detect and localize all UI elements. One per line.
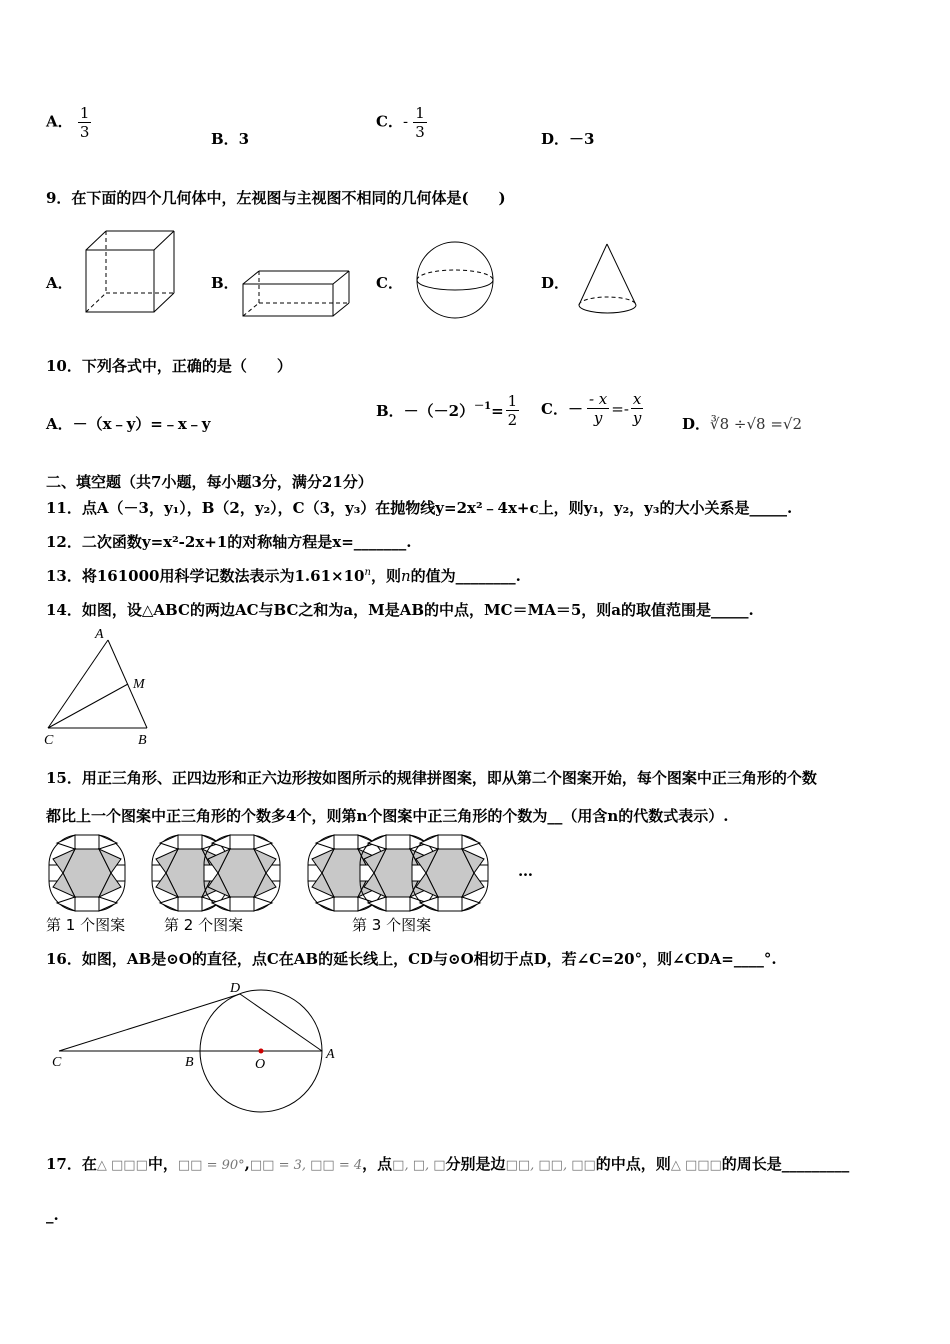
q16-text: 16．如图，AB是⊙O的直径，点C在AB的延长线上，CD与⊙O相切于点D，若∠C=20°，则∠CDA=____°. (46, 950, 777, 968)
q10-option-a: A．－（x﹣y）=﹣x﹣y (46, 415, 211, 433)
q15-caption-2: 第 2 个图案 (164, 916, 244, 934)
q14-label-c: C (44, 733, 54, 748)
q16-label-c: C (52, 1055, 62, 1070)
q17-text-line2: _. (46, 1206, 59, 1224)
cone-figure (576, 242, 640, 318)
cuboid-figure (241, 268, 353, 320)
q16-label-d: D (230, 981, 241, 996)
q10-option-d: D．∛8 ÷√8 =√2 (682, 415, 802, 433)
section-2-heading: 二、填空题（共7小题，每小题3分，满分21分） (46, 473, 373, 491)
q10-option-c: C．－ $\frac{- x}{y}$ =- $\frac{x}{y}$ (541, 390, 642, 427)
q15-text-line2: 都比上一个图案中正三角形的个数多4个，则第n个图案中正三角形的个数为__（用含n的代数式表示）. (46, 807, 729, 825)
sphere-figure (414, 240, 496, 320)
q14-text: 14．如图，设△ABC的两边AC与BC之和为a，M是AB的中点，MC＝MA＝5，则a的取值范围是_____. (46, 601, 754, 619)
q13-text: 13．将161000用科学记数法表示为$1.61\times 10^n$，则n的值为________. (46, 567, 521, 585)
q15-caption-1: 第 1 个图案 (46, 916, 126, 934)
q8-option-d: D．－3 (541, 130, 595, 148)
q15-pattern-figure (40, 833, 560, 919)
q9-option-c: C． (376, 274, 403, 292)
q8-option-b: B．3 (211, 130, 250, 148)
q9-option-a: A． (46, 274, 73, 292)
q14-label-a: A (95, 627, 104, 642)
q17-text: 17．在△ □□□中，□□ = 90°,□□ = 3, □□ = 4，点□, □, □分别是边□□, □□, □□的中点，则△ □□□的周长是_________ (46, 1155, 850, 1173)
q10-text: 10．下列各式中，正确的是（ ） (46, 357, 292, 375)
q8-option-c: C．- $\frac{1}{3}$ (376, 104, 425, 141)
q16-circle-figure (44, 976, 354, 1116)
q16-label-b: B (185, 1055, 194, 1070)
q16-label-a: A (326, 1047, 335, 1062)
q8-option-a: A． $\frac{1}{3}$ (46, 104, 90, 141)
q14-label-b: B (138, 733, 147, 748)
cube-figure (84, 228, 180, 316)
q12-text: 12．二次函数y=x²-2x+1的对称轴方程是x=_______. (46, 533, 412, 551)
q9-text: 9．在下面的四个几何体中，左视图与主视图不相同的几何体是( ) (46, 189, 506, 207)
q15-text-line1: 15．用正三角形、正四边形和正六边形按如图所示的规律拼图案，即从第二个图案开始，每个图案中正三角形的个数 (46, 769, 817, 787)
q9-option-b: B． (211, 274, 239, 292)
q16-label-o: O (255, 1057, 266, 1072)
q11-text: 11．点A（－3，y₁），B（2，y₂），C（3，y₃）在抛物线y=2x²﹣4x+c上，则y₁，y₂，y₃的大小关系是_____. (46, 499, 793, 517)
q15-ellipsis: … (518, 862, 533, 880)
center-point-o (259, 1049, 264, 1054)
q10-option-b: B．－（－2） $^{-1}$ = $\frac{1}{2}$ (376, 392, 518, 429)
q14-label-m: M (133, 677, 145, 692)
q9-option-d: D． (541, 274, 570, 292)
q14-triangle-figure (40, 624, 160, 750)
q15-caption-3: 第 3 个图案 (352, 916, 432, 934)
